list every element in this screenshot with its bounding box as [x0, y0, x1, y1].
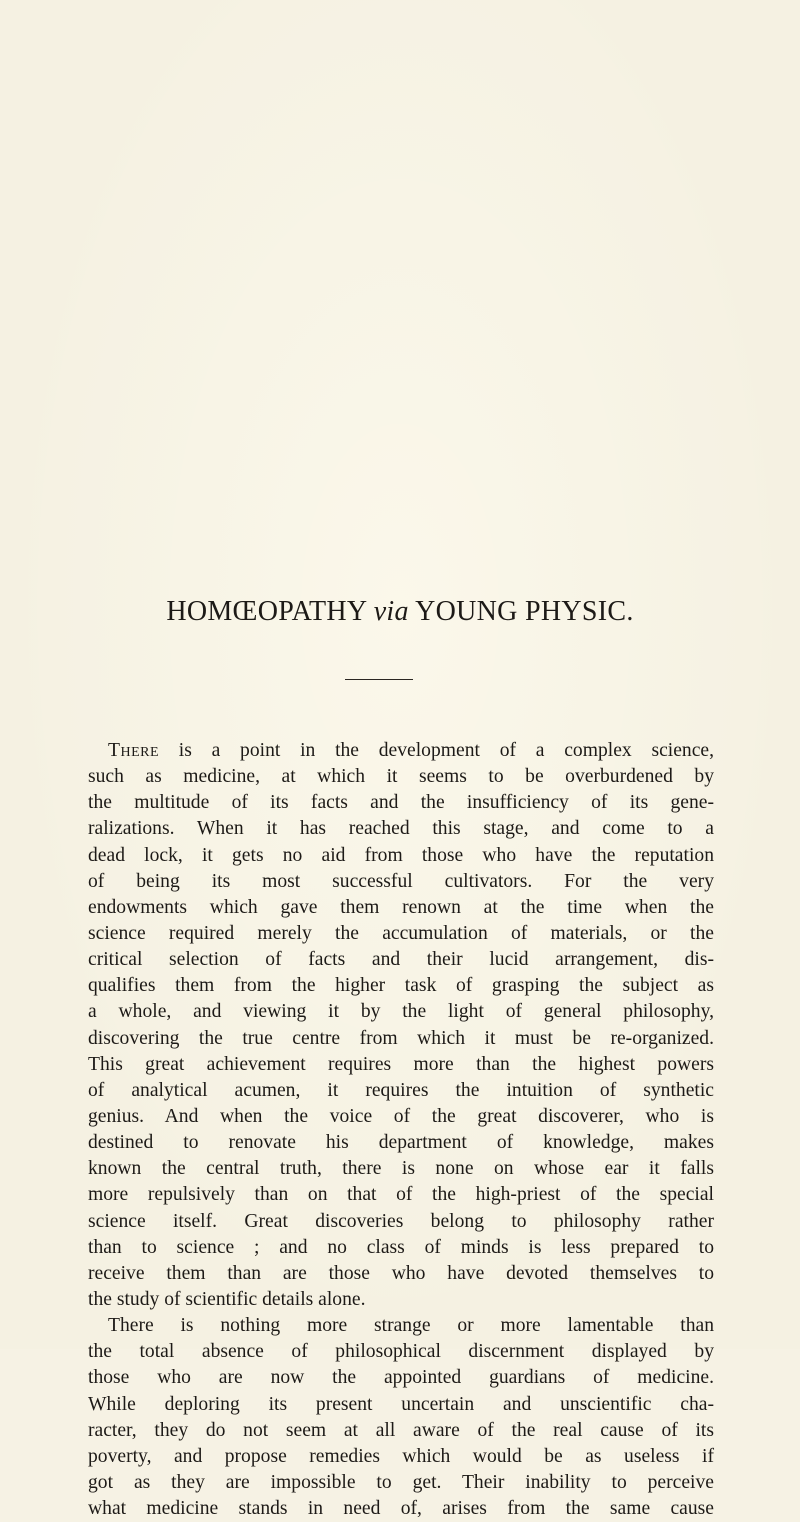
title-part-2: YOUNG PHYSIC.	[408, 596, 634, 627]
text-line-content: is a point in the development of a complex science,	[159, 740, 714, 761]
drop-word: There	[108, 740, 160, 761]
text-line: There is nothing more strange or more lamentable than	[108, 1315, 714, 1337]
text-line: racter, they do not seem at all aware of the real cause of its	[88, 1419, 714, 1441]
text-line: the total absence of philosophical discernment displayed by	[88, 1341, 714, 1363]
text-line: known the central truth, there is none on whose ear it falls	[88, 1158, 714, 1180]
text-line: dead lock, it gets no aid from those who have the reputation	[88, 844, 714, 866]
text-line: more repulsively than on that of the high-priest of the special	[88, 1184, 714, 1206]
chapter-title	[0, 596, 800, 628]
text-line: destined to renovate his department of knowledge, makes	[88, 1132, 714, 1154]
text-line: science required merely the accumulation of materials, or the	[88, 922, 714, 944]
text-line	[88, 738, 714, 764]
text-line: a whole, and viewing it by the light of general philosophy,	[88, 1001, 714, 1023]
text-line: of analytical acumen, it requires the intuition of synthetic	[88, 1079, 714, 1101]
text-line: got as they are impossible to get. Their inability to perceive	[88, 1471, 714, 1493]
title-via: via	[373, 596, 409, 627]
text-line: poverty, and propose remedies which would be as useless if	[88, 1445, 714, 1467]
text-line: science itself. Great discoveries belong to philosophy rather	[88, 1210, 714, 1232]
text-line: While deploring its present uncertain and unscientific cha-	[88, 1393, 714, 1415]
text-line: the study of scientific details alone.	[88, 1288, 366, 1310]
text-line: than to science ; and no class of minds is less prepared to	[88, 1236, 714, 1258]
text-line: those who are now the appointed guardians of medicine.	[88, 1367, 714, 1389]
text-line: This great achievement requires more than the highest powers	[88, 1053, 714, 1075]
body-text	[88, 738, 714, 1522]
text-line: discovering the true centre from which it must be re-organized.	[88, 1027, 714, 1049]
title-divider-rule	[345, 679, 413, 680]
text-line: critical selection of facts and their lucid arrangement, dis-	[88, 949, 714, 971]
text-line: of being its most successful cultivators. For the very	[88, 870, 714, 892]
text-line: genius. And when the voice of the great discoverer, who is	[88, 1105, 714, 1127]
text-line: qualifies them from the higher task of grasping the subject as	[88, 975, 714, 997]
text-line: such as medicine, at which it seems to be overburdened by	[88, 766, 714, 788]
title-part-1: HOMŒOPATHY	[166, 596, 374, 627]
text-line: ralizations. When it has reached this stage, and come to a	[88, 818, 714, 840]
text-line: endowments which gave them renown at the time when the	[88, 896, 714, 918]
text-line: the multitude of its facts and the insufficiency of its gene-	[88, 792, 714, 814]
text-line: what medicine stands in need of, arises from the same cause	[88, 1498, 714, 1520]
text-line: receive them than are those who have devoted themselves to	[88, 1262, 714, 1284]
